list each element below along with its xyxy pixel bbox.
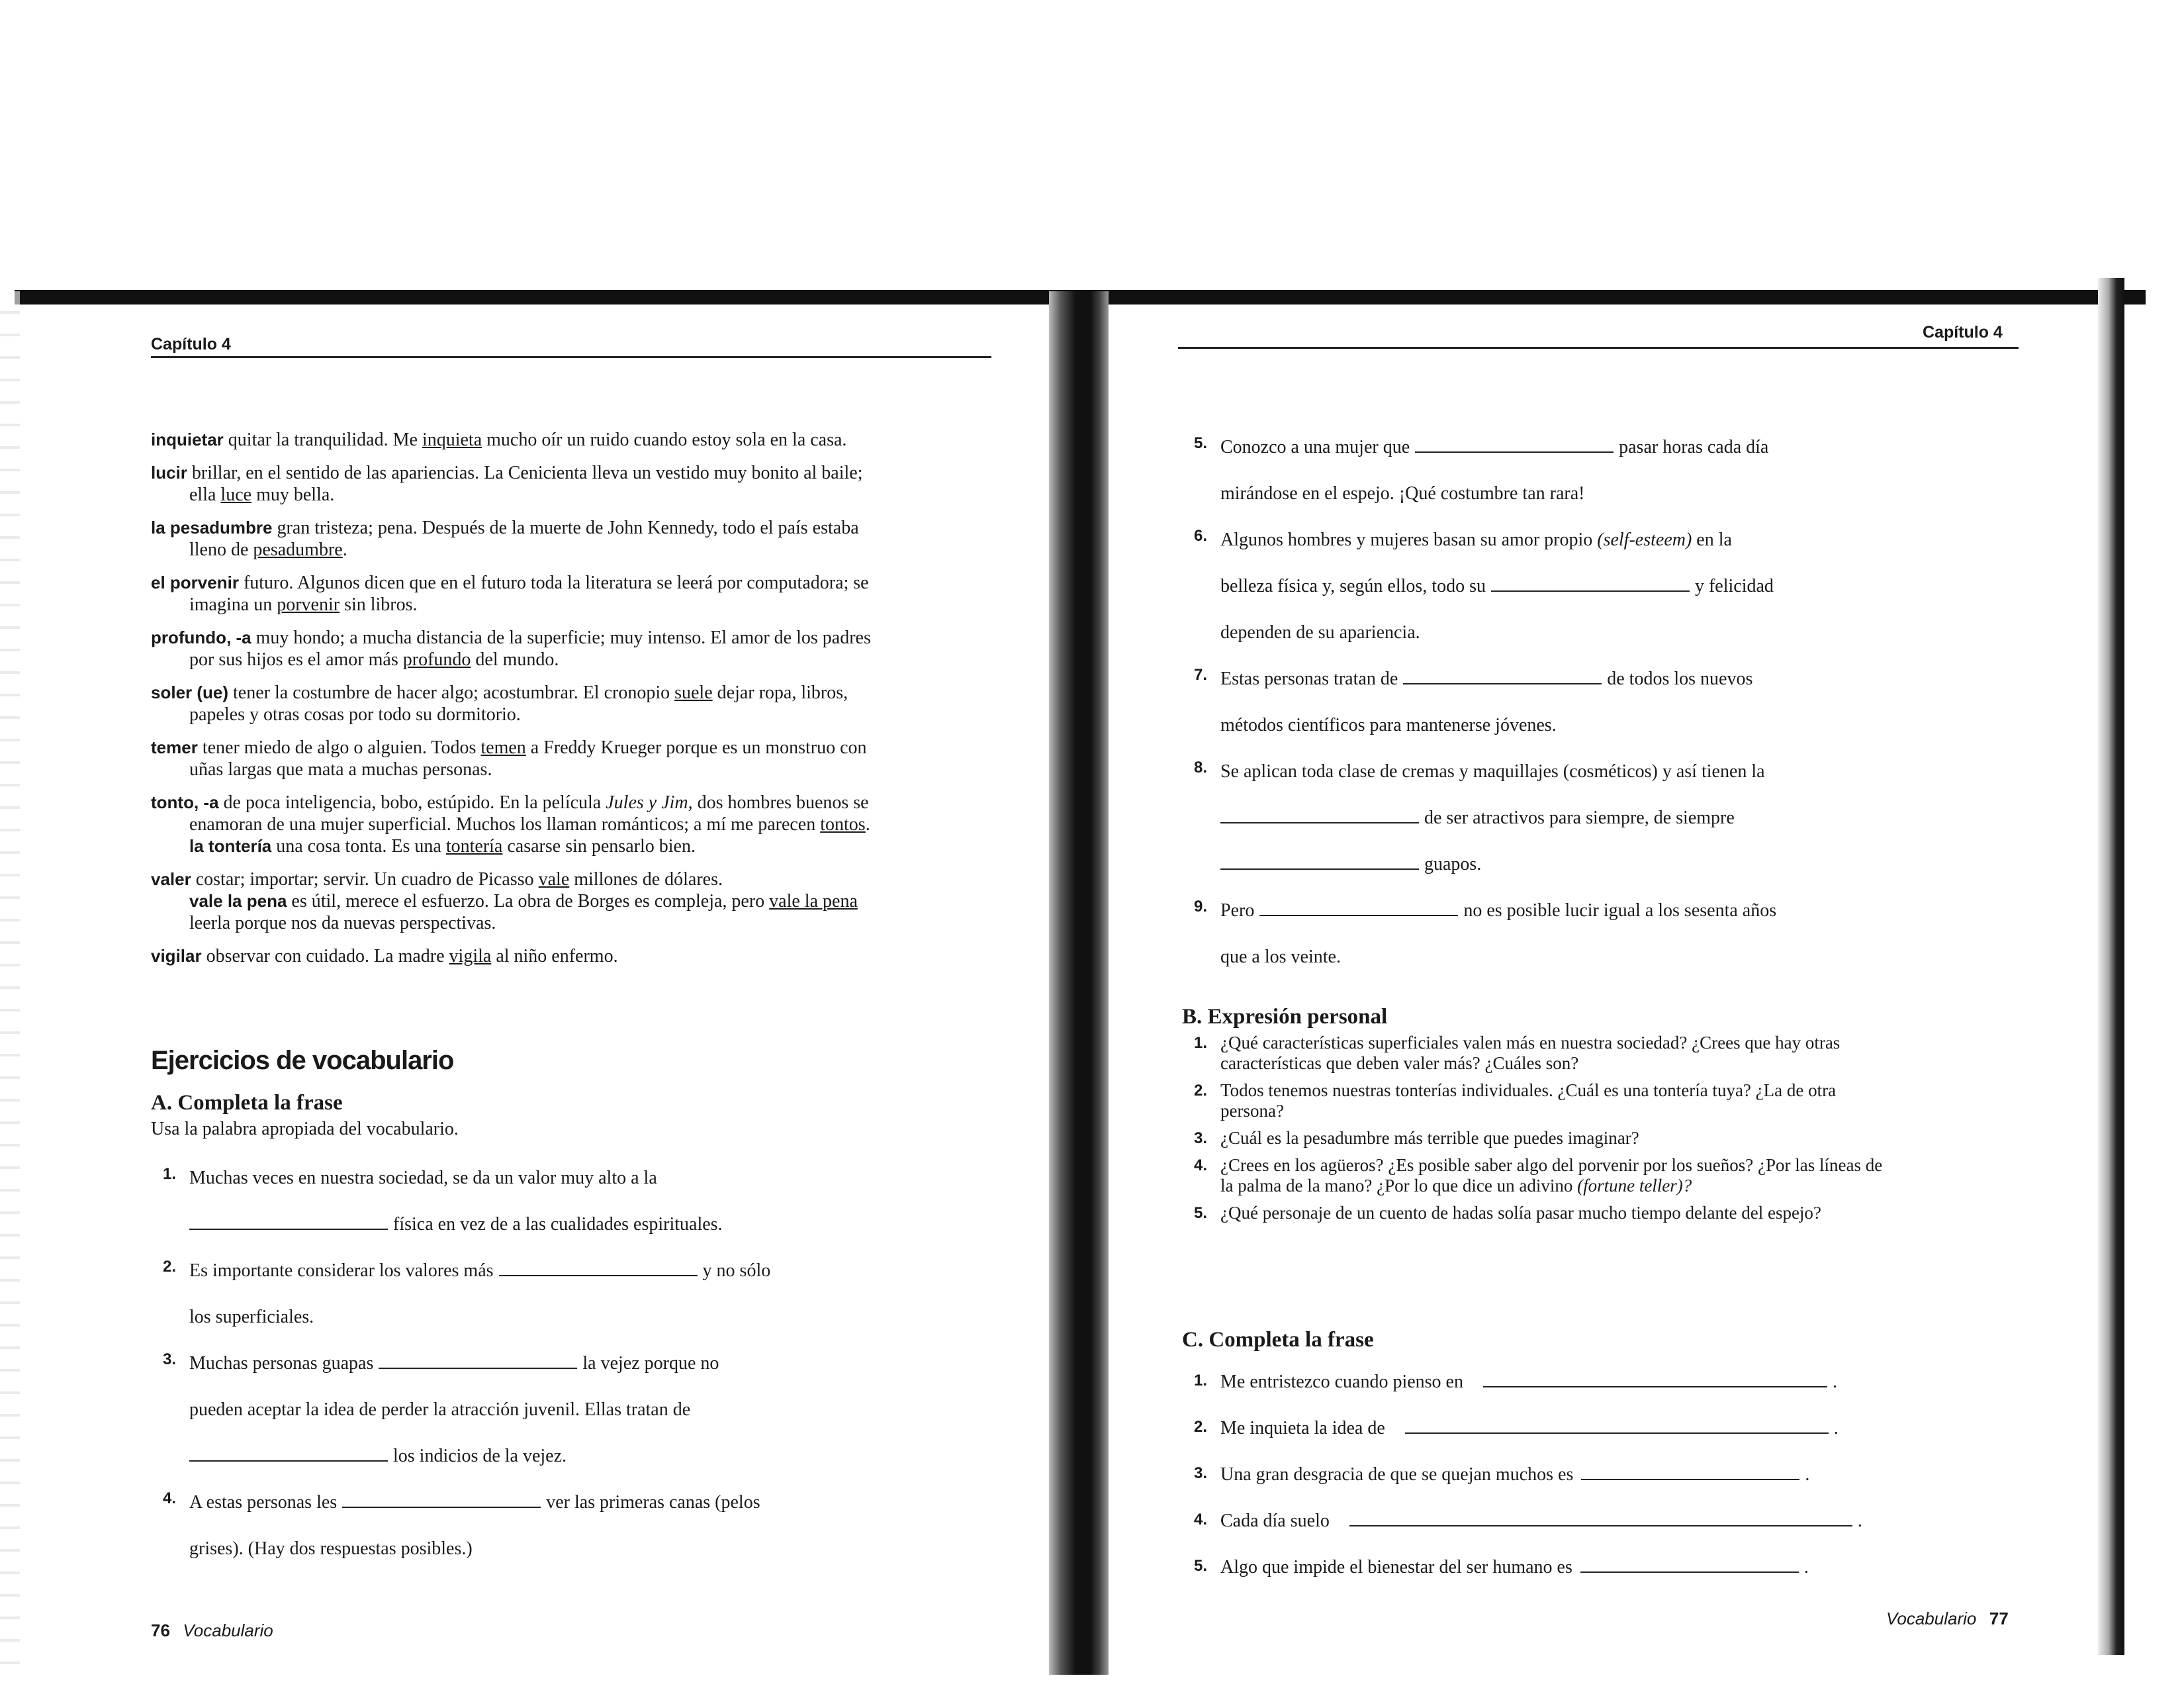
- question-line: [1220, 434, 1930, 481]
- question-text: los superficiales.: [189, 1307, 314, 1327]
- book-gutter-shadow: [1049, 291, 1109, 1675]
- question-text: no es posible lucir igual a los sesenta años: [1463, 900, 1777, 921]
- definition: gran tristeza; pena. Después de la muerte de John Kennedy, todo el país estaba lleno de: [189, 518, 859, 560]
- question-number: 5.: [1194, 434, 1208, 452]
- answer-blank[interactable]: [1415, 437, 1614, 453]
- question-line: [1220, 481, 1930, 527]
- question-text: ¿Cuál es la pesadumbre más terrible que puedes imaginar?: [1220, 1128, 1639, 1148]
- answer-blank[interactable]: [1349, 1511, 1852, 1526]
- definition: tener la costumbre de hacer algo; acostumbrar. El cronopio: [228, 682, 675, 703]
- question-line: [1220, 527, 1930, 573]
- question-line: [189, 1536, 912, 1582]
- question-number: 8.: [1194, 759, 1208, 776]
- answer-blank[interactable]: [1405, 1418, 1829, 1434]
- answer-blank[interactable]: [1491, 576, 1690, 592]
- question-text: ¿Crees en los agüeros? ¿Es posible saber algo del porvenir por los sueños? ¿Por las líneas de la palma de la mano? ¿Por lo que dice un adivino: [1220, 1155, 1883, 1196]
- question-item: [1182, 527, 1930, 666]
- question-number: 2.: [1194, 1418, 1208, 1436]
- question-line: [189, 1443, 912, 1489]
- question-number: 5.: [1194, 1557, 1208, 1575]
- question-text: que a los veinte.: [1220, 947, 1341, 967]
- film-title: Jules y Jim,: [606, 792, 693, 813]
- question-text: grises). (Hay dos respuestas posibles.): [189, 1538, 473, 1559]
- example-word: luce: [220, 485, 252, 505]
- question-line: [189, 1211, 912, 1258]
- question-line: [1220, 851, 1930, 898]
- section-b-title: B. Expresión personal: [1182, 1005, 1388, 1029]
- question-line: [189, 1258, 912, 1304]
- question-line: [1220, 620, 1930, 666]
- question-text: Muchas personas guapas: [189, 1353, 374, 1374]
- vocab-entry: [151, 429, 886, 451]
- vocab-entry: [151, 682, 886, 726]
- question-text: guapos.: [1424, 854, 1482, 874]
- vocab-term: profundo, -a: [151, 628, 251, 647]
- question-text: en la: [1692, 530, 1732, 550]
- definition: futuro. Algunos dicen que en el futuro toda la literatura se leerá por computadora; se imagina un: [189, 573, 869, 615]
- question-item: 4. Cada día suelo .: [1194, 1511, 1862, 1531]
- vocab-term: soler (ue): [151, 682, 229, 702]
- question-item: 2. Me inquieta la idea de .: [1194, 1418, 1839, 1438]
- question-line: [189, 1165, 912, 1211]
- question-number: 2.: [1194, 1082, 1208, 1100]
- question-number: 1.: [1194, 1034, 1208, 1052]
- question-text: ¿Qué personaje de un cuento de hadas solía pasar mucho tiempo delante del espejo?: [1220, 1203, 1821, 1223]
- vocab-term: el porvenir: [151, 573, 239, 592]
- answer-blank[interactable]: [1403, 669, 1602, 684]
- question-item: [1182, 1128, 1884, 1149]
- definition-cont: dos hombres buenos se enamoran de una mujer superficial. Muchos los llaman románticos; a mí me parecen: [189, 792, 869, 835]
- question-number: 7.: [1194, 666, 1208, 684]
- question-text: Conozco a una mujer que: [1220, 437, 1410, 457]
- question-text: pasar horas cada día: [1619, 437, 1769, 457]
- footer-title: Vocabulario: [1886, 1609, 1977, 1628]
- sub-entry: [189, 835, 886, 857]
- question-text: A estas personas les: [189, 1492, 338, 1513]
- definition-end: a Freddy Krueger porque es un monstruo con uñas largas que mata a muchas personas.: [189, 737, 867, 780]
- example-word: profundo: [402, 649, 471, 670]
- example-word: tontería: [445, 836, 503, 857]
- example-word: inquieta: [422, 430, 482, 450]
- question-text: Algunos hombres y mujeres basan su amor propio: [1220, 530, 1598, 550]
- example-word: porvenir: [277, 594, 340, 615]
- question-number: 3.: [1194, 1464, 1208, 1482]
- question-text: y felicidad: [1694, 576, 1774, 596]
- definition-end: dejar ropa, libros, papeles y otras cosas por todo su dormitorio.: [189, 682, 848, 725]
- question-item: [1182, 1155, 1884, 1196]
- question-item: [1182, 898, 1930, 990]
- vocabulary-list: [151, 429, 886, 978]
- definition-end: millones de dólares.: [569, 869, 723, 890]
- definition: es útil, merece el esfuerzo. La obra de Borges es compleja, pero: [287, 891, 770, 912]
- question-item: [151, 1258, 912, 1350]
- question-text: la vejez porque no: [582, 1353, 719, 1374]
- vocab-term: lucir: [151, 463, 187, 483]
- vocab-entry: [151, 572, 886, 616]
- question-text: Una gran desgracia de que se quejan muchos es: [1220, 1464, 1574, 1485]
- question-line: [189, 1350, 912, 1397]
- definition-end: del mundo.: [471, 649, 559, 670]
- vocab-entry: [151, 627, 886, 671]
- question-line: [1220, 759, 1930, 805]
- definition: una cosa tonta. Es una: [271, 836, 446, 857]
- vocab-term: vigilar: [151, 946, 202, 966]
- question-text: pueden aceptar la idea de perder la atracción juvenil. Ellas tratan de: [189, 1399, 691, 1420]
- answer-blank[interactable]: [342, 1492, 541, 1508]
- question-text: belleza física y, según ellos, todo su: [1220, 576, 1486, 596]
- header-rule-left: [151, 356, 991, 358]
- question-line: [1220, 944, 1930, 990]
- answer-blank[interactable]: [1220, 808, 1419, 823]
- question-item: [151, 1489, 912, 1582]
- question-text: dependen de su apariencia.: [1220, 622, 1420, 643]
- question-number: 4.: [1194, 1156, 1208, 1174]
- english-gloss: (self-esteem): [1597, 530, 1692, 550]
- question-text: de todos los nuevos: [1607, 669, 1753, 689]
- section-a-questions-cont: [1182, 434, 1930, 990]
- question-text: Se aplican toda clase de cremas y maquillajes (cosméticos) y así tienen la: [1220, 761, 1765, 782]
- definition: de poca inteligencia, bobo, estúpido. En la película: [218, 792, 606, 813]
- definition-end: muy bella.: [251, 485, 335, 505]
- question-item: [1182, 666, 1930, 759]
- example-word: temen: [480, 737, 526, 758]
- footer-title: Vocabulario: [183, 1620, 273, 1640]
- vocab-entry: [151, 517, 886, 561]
- sub-term: la tontería: [189, 836, 272, 856]
- question-item: [151, 1350, 912, 1489]
- question-line: [1220, 898, 1930, 944]
- question-text: Muchas veces en nuestra sociedad, se da un valor muy alto a la: [189, 1168, 657, 1188]
- question-text: física en vez de a las cualidades espirituales.: [393, 1214, 723, 1235]
- example-word: vale: [538, 869, 570, 890]
- definition-end: leerla porque nos da nuevas perspectivas.: [189, 913, 496, 933]
- example-word: suele: [674, 682, 713, 703]
- question-line: [189, 1489, 912, 1536]
- question-text: ver las primeras canas (pelos: [546, 1492, 760, 1513]
- question-text: ¿Qué características superficiales valen más en nuestra sociedad? ¿Crees que hay otras características que deben valer más? ¿Cuáles son?: [1220, 1033, 1841, 1073]
- question-item: [1182, 1033, 1884, 1074]
- question-item: [1182, 1080, 1884, 1121]
- question-number: 6.: [1194, 527, 1208, 545]
- question-text: Cada día suelo: [1220, 1511, 1330, 1531]
- definition: observar con cuidado. La madre: [201, 946, 449, 966]
- answer-blank[interactable]: [499, 1260, 698, 1276]
- section-b-questions: [1182, 1033, 1884, 1230]
- vocab-entry: [151, 462, 886, 506]
- vocab-entry: [151, 737, 886, 780]
- question-line: [189, 1397, 912, 1443]
- vocab-term: la pesadumbre: [151, 518, 273, 538]
- answer-blank[interactable]: [1483, 1372, 1827, 1387]
- vocab-term: inquietar: [151, 430, 224, 449]
- definition-end: al niño enfermo.: [491, 946, 618, 966]
- definition: muy hondo; a mucha distancia de la superficie; muy intenso. El amor de los padres por sus hijos es el amor más: [189, 628, 871, 670]
- question-line: [1220, 666, 1930, 712]
- section-a-instructions: Usa la palabra apropiada del vocabulario.: [151, 1119, 459, 1139]
- right-page-edge: [2098, 278, 2124, 1655]
- question-item: 3. Una gran desgracia de que se quejan muchos es .: [1194, 1464, 1810, 1485]
- vocab-term: temer: [151, 737, 198, 757]
- question-number: 4.: [163, 1489, 177, 1507]
- question-line: [1220, 573, 1930, 620]
- header-rule-right: [1178, 347, 2019, 349]
- question-text: métodos científicos para mantenerse jóvenes.: [1220, 715, 1557, 735]
- definition-end: sin libros.: [340, 594, 418, 615]
- answer-blank[interactable]: [1580, 1557, 1799, 1573]
- vocab-entry: [151, 945, 886, 967]
- question-number: 3.: [1194, 1129, 1208, 1147]
- question-number: 2.: [163, 1258, 177, 1276]
- definition: tener miedo de algo o alguien. Todos: [197, 737, 481, 758]
- sub-term: vale la pena: [189, 891, 287, 911]
- question-text: Pero: [1220, 900, 1255, 921]
- question-line: [1220, 805, 1930, 851]
- vocab-term: tonto, -a: [151, 792, 219, 812]
- question-item: 5. Algo que impide el bienestar del ser humano es .: [1194, 1557, 1809, 1577]
- question-item: [151, 1165, 912, 1258]
- example-word: pesadumbre: [253, 539, 343, 560]
- footer-right: [1886, 1609, 2009, 1629]
- question-text: Estas personas tratan de: [1220, 669, 1398, 689]
- example-word: vale la pena: [769, 891, 858, 912]
- answer-blank[interactable]: [189, 1446, 388, 1462]
- question-number: 3.: [163, 1350, 177, 1368]
- question-line: [189, 1304, 912, 1350]
- question-number: 1.: [163, 1165, 177, 1183]
- question-text: mirándose en el espejo. ¡Qué costumbre tan rara!: [1220, 483, 1585, 504]
- definition: costar; importar; servir. Un cuadro de Picasso: [191, 869, 539, 890]
- question-text: y no sólo: [702, 1260, 771, 1281]
- definition-end: mucho oír un ruido cuando estoy sola en la casa.: [482, 430, 847, 450]
- question-text: Me inquieta la idea de: [1220, 1418, 1385, 1438]
- question-item: [1182, 434, 1930, 527]
- question-number: 5.: [1194, 1204, 1208, 1222]
- definition: brillar, en el sentido de las apariencias. La Cenicienta lleva un vestido muy bonito al baile; ella: [187, 463, 863, 505]
- vocab-entry: [151, 868, 886, 934]
- vocab-term: valer: [151, 869, 191, 889]
- question-text: Algo que impide el bienestar del ser humano es: [1220, 1557, 1572, 1577]
- answer-blank[interactable]: [1259, 900, 1458, 916]
- page-number: 77: [1989, 1609, 2009, 1628]
- question-item: [1182, 759, 1930, 898]
- question-text: Todos tenemos nuestras tonterías individuales. ¿Cuál es una tontería tuya? ¿La de otra persona?: [1220, 1080, 1837, 1121]
- answer-blank[interactable]: [1220, 854, 1419, 870]
- english-gloss: (fortune teller)?: [1577, 1176, 1692, 1196]
- answer-blank[interactable]: [189, 1214, 388, 1230]
- section-a-title: A. Completa la frase: [151, 1091, 343, 1115]
- page-number: 76: [151, 1620, 170, 1640]
- question-line: [1220, 712, 1930, 759]
- section-a-questions: [151, 1165, 912, 1582]
- question-text: los indicios de la vejez.: [393, 1446, 567, 1466]
- definition-end: .: [342, 539, 347, 560]
- section-c-questions: [1182, 1372, 1910, 1603]
- question-text: de ser atractivos para siempre, de siempre: [1424, 808, 1735, 828]
- question-number: 9.: [1194, 898, 1208, 915]
- footer-left: [151, 1620, 273, 1641]
- example-word: vigila: [449, 946, 492, 966]
- running-head-right: Capítulo 4: [1923, 323, 2003, 342]
- left-page-edge: [0, 291, 20, 1681]
- answer-blank[interactable]: [379, 1353, 577, 1369]
- question-text: Me entristezco cuando pienso en: [1220, 1372, 1463, 1392]
- example-word: tontos: [820, 814, 866, 835]
- sub-entry: [189, 890, 886, 934]
- question-item: 1. Me entristezco cuando pienso en .: [1194, 1372, 1837, 1392]
- question-number: 1.: [1194, 1372, 1208, 1389]
- definition: quitar la tranquilidad. Me: [223, 430, 422, 450]
- exercises-title: Ejercicios de vocabulario: [151, 1046, 454, 1075]
- question-text: Es importante considerar los valores más: [189, 1260, 494, 1281]
- question-item: [1182, 1203, 1884, 1223]
- answer-blank[interactable]: [1581, 1464, 1799, 1480]
- section-c-title: C. Completa la frase: [1182, 1328, 1374, 1352]
- vocab-entry: [151, 792, 886, 857]
- definition-end: casarse sin pensarlo bien.: [502, 836, 696, 857]
- running-head-left: Capítulo 4: [151, 335, 231, 353]
- question-number: 4.: [1194, 1511, 1208, 1528]
- definition-end: .: [865, 814, 870, 835]
